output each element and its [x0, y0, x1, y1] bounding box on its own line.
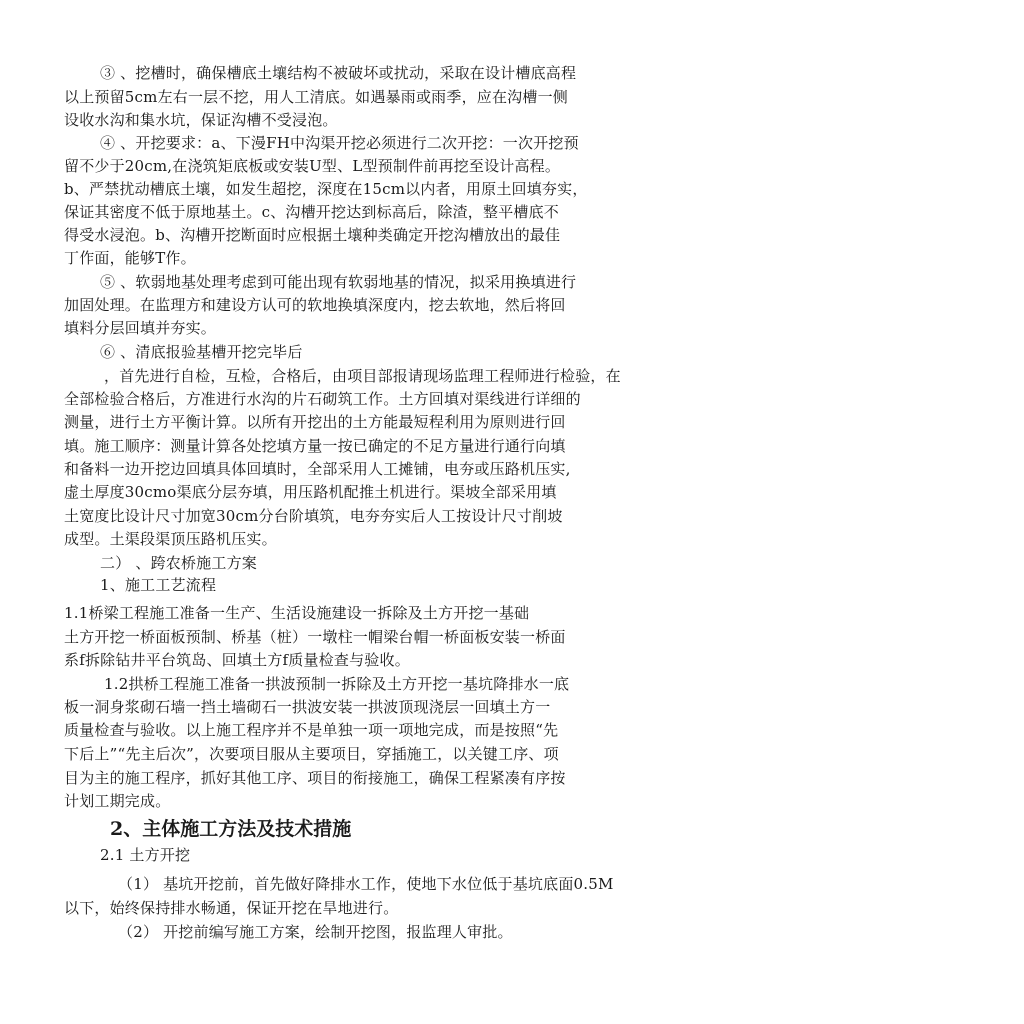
section-title [110, 817, 351, 841]
section-title-text: 2、主体施工方法及技术措施 [110, 818, 352, 840]
text-line: 和备料一边开挖边回填具体回填时，全部采用人工摊铺，电夯或压路机压实, [64, 460, 571, 478]
text-line: 测量，进行土方平衡计算。以所有开挖出的土方能最短程利用为原则进行回 [64, 413, 566, 431]
text-line: 填。施工顺序：测量计算各处挖填方量一按已确定的不足方量进行通行向填 [64, 437, 566, 455]
subsection-heading: 2.1 土方开挖 [100, 846, 191, 864]
text-line: 质量检查与验收。以上施工程序并不是单独一项一项地完成，而是按照“先 [64, 721, 559, 739]
text-line: 保证其密度不低于原地基土。c、沟槽开挖达到标高后，除渣，整平槽底不 [64, 203, 560, 221]
text-line: ④ 、开挖要求：a、下漫FH中沟渠开挖必须进行二次开挖：一次开挖预 [100, 134, 579, 152]
text-line: 系f拆除钻井平台筑岛、回填土方f质量检查与验收。 [64, 651, 410, 669]
text-line: （1） 基坑开挖前，首先做好降排水工作，使地下水位低于基坑底面0.5M [118, 875, 614, 893]
text-line: 下后上”“先主后次”，次要项目服从主要项目，穿插施工，以关键工序、项 [64, 745, 559, 763]
text-line: 1.2拱桥工程施工准备一拱波预制一拆除及土方开挖一基坑降排水一底 [104, 675, 570, 693]
text-line: 以下，始终保持排水畅通，保证开挖在旱地进行。 [64, 899, 399, 917]
text-line: ，首先进行自检，互检，合格后，由项目部报请现场监理工程师进行检验，在 [104, 367, 621, 385]
text-line: （2） 开挖前编写施工方案，绘制开挖图，报监理人审批。 [118, 923, 513, 941]
text-line: 成型。土渠段渠顶压路机压实。 [64, 530, 277, 548]
text-line: 全部检验合格后，方准进行水沟的片石砌筑工作。土方回填对渠线进行详细的 [64, 390, 581, 408]
text-line: ③ 、挖槽时，确保槽底土壤结构不被破坏或扰动，采取在设计槽底高程 [100, 64, 577, 82]
text-line: 以上预留5cm左右一层不挖，用人工清底。如遇暴雨或雨季，应在沟槽一侧 [64, 88, 568, 106]
text-line: 丁作面，能够T作。 [64, 249, 196, 267]
text-line: 计划工期完成。 [64, 792, 171, 810]
subsection-heading: 1、施工工艺流程 [100, 576, 217, 594]
text-line: ⑤ 、软弱地基处理考虑到可能出现有软弱地基的情况，拟采用换填进行 [100, 273, 577, 291]
text-line: ⑥ 、清底报验基槽开挖完毕后 [100, 343, 303, 361]
text-line: 得受水浸泡。b、沟槽开挖断面时应根据土壤种类确定开挖沟槽放出的最佳 [64, 226, 561, 244]
text-line: 土宽度比设计尺寸加宽30cm分台阶填筑，电夯夯实后人工按设计尺寸削坡 [64, 507, 563, 525]
text-line: 设收水沟和集水坑，保证沟槽不受浸泡。 [64, 111, 338, 129]
text-line: 板一洞身浆砌石墙一挡土墙砌石一拱波安装一拱波顶现浇层一回填土方一 [64, 698, 551, 716]
text-line: 目为主的施工程序，抓好其他工序、项目的衔接施工，确保工程紧凑有序按 [64, 769, 566, 787]
text-line: b、严禁扰动槽底土壤，如发生超挖，深度在15cm以内者，用原土回填夯实， [64, 180, 588, 198]
section-heading: 二） 、跨农桥施工方案 [100, 554, 257, 572]
text-line: 土方开挖一桥面板预制、桥基（桩）一墩柱一帽梁台帽一桥面板安装一桥面 [64, 628, 566, 646]
text-line: 加固处理。在监理方和建设方认可的软地换填深度内，挖去软地，然后将回 [64, 296, 566, 314]
text-line: 留不少于20cm,在浇筑矩底板或安装U型、L型预制件前再挖至设计高程。 [64, 157, 561, 175]
text-line: 填料分层回填并夯实。 [64, 319, 217, 337]
text-line: 虚土厚度30cmo渠底分层夯填，用压路机配推土机进行。渠坡全部采用填 [64, 483, 557, 501]
text-line: 1.1桥梁工程施工准备一生产、生活设施建设一拆除及土方开挖一基础 [64, 604, 530, 622]
